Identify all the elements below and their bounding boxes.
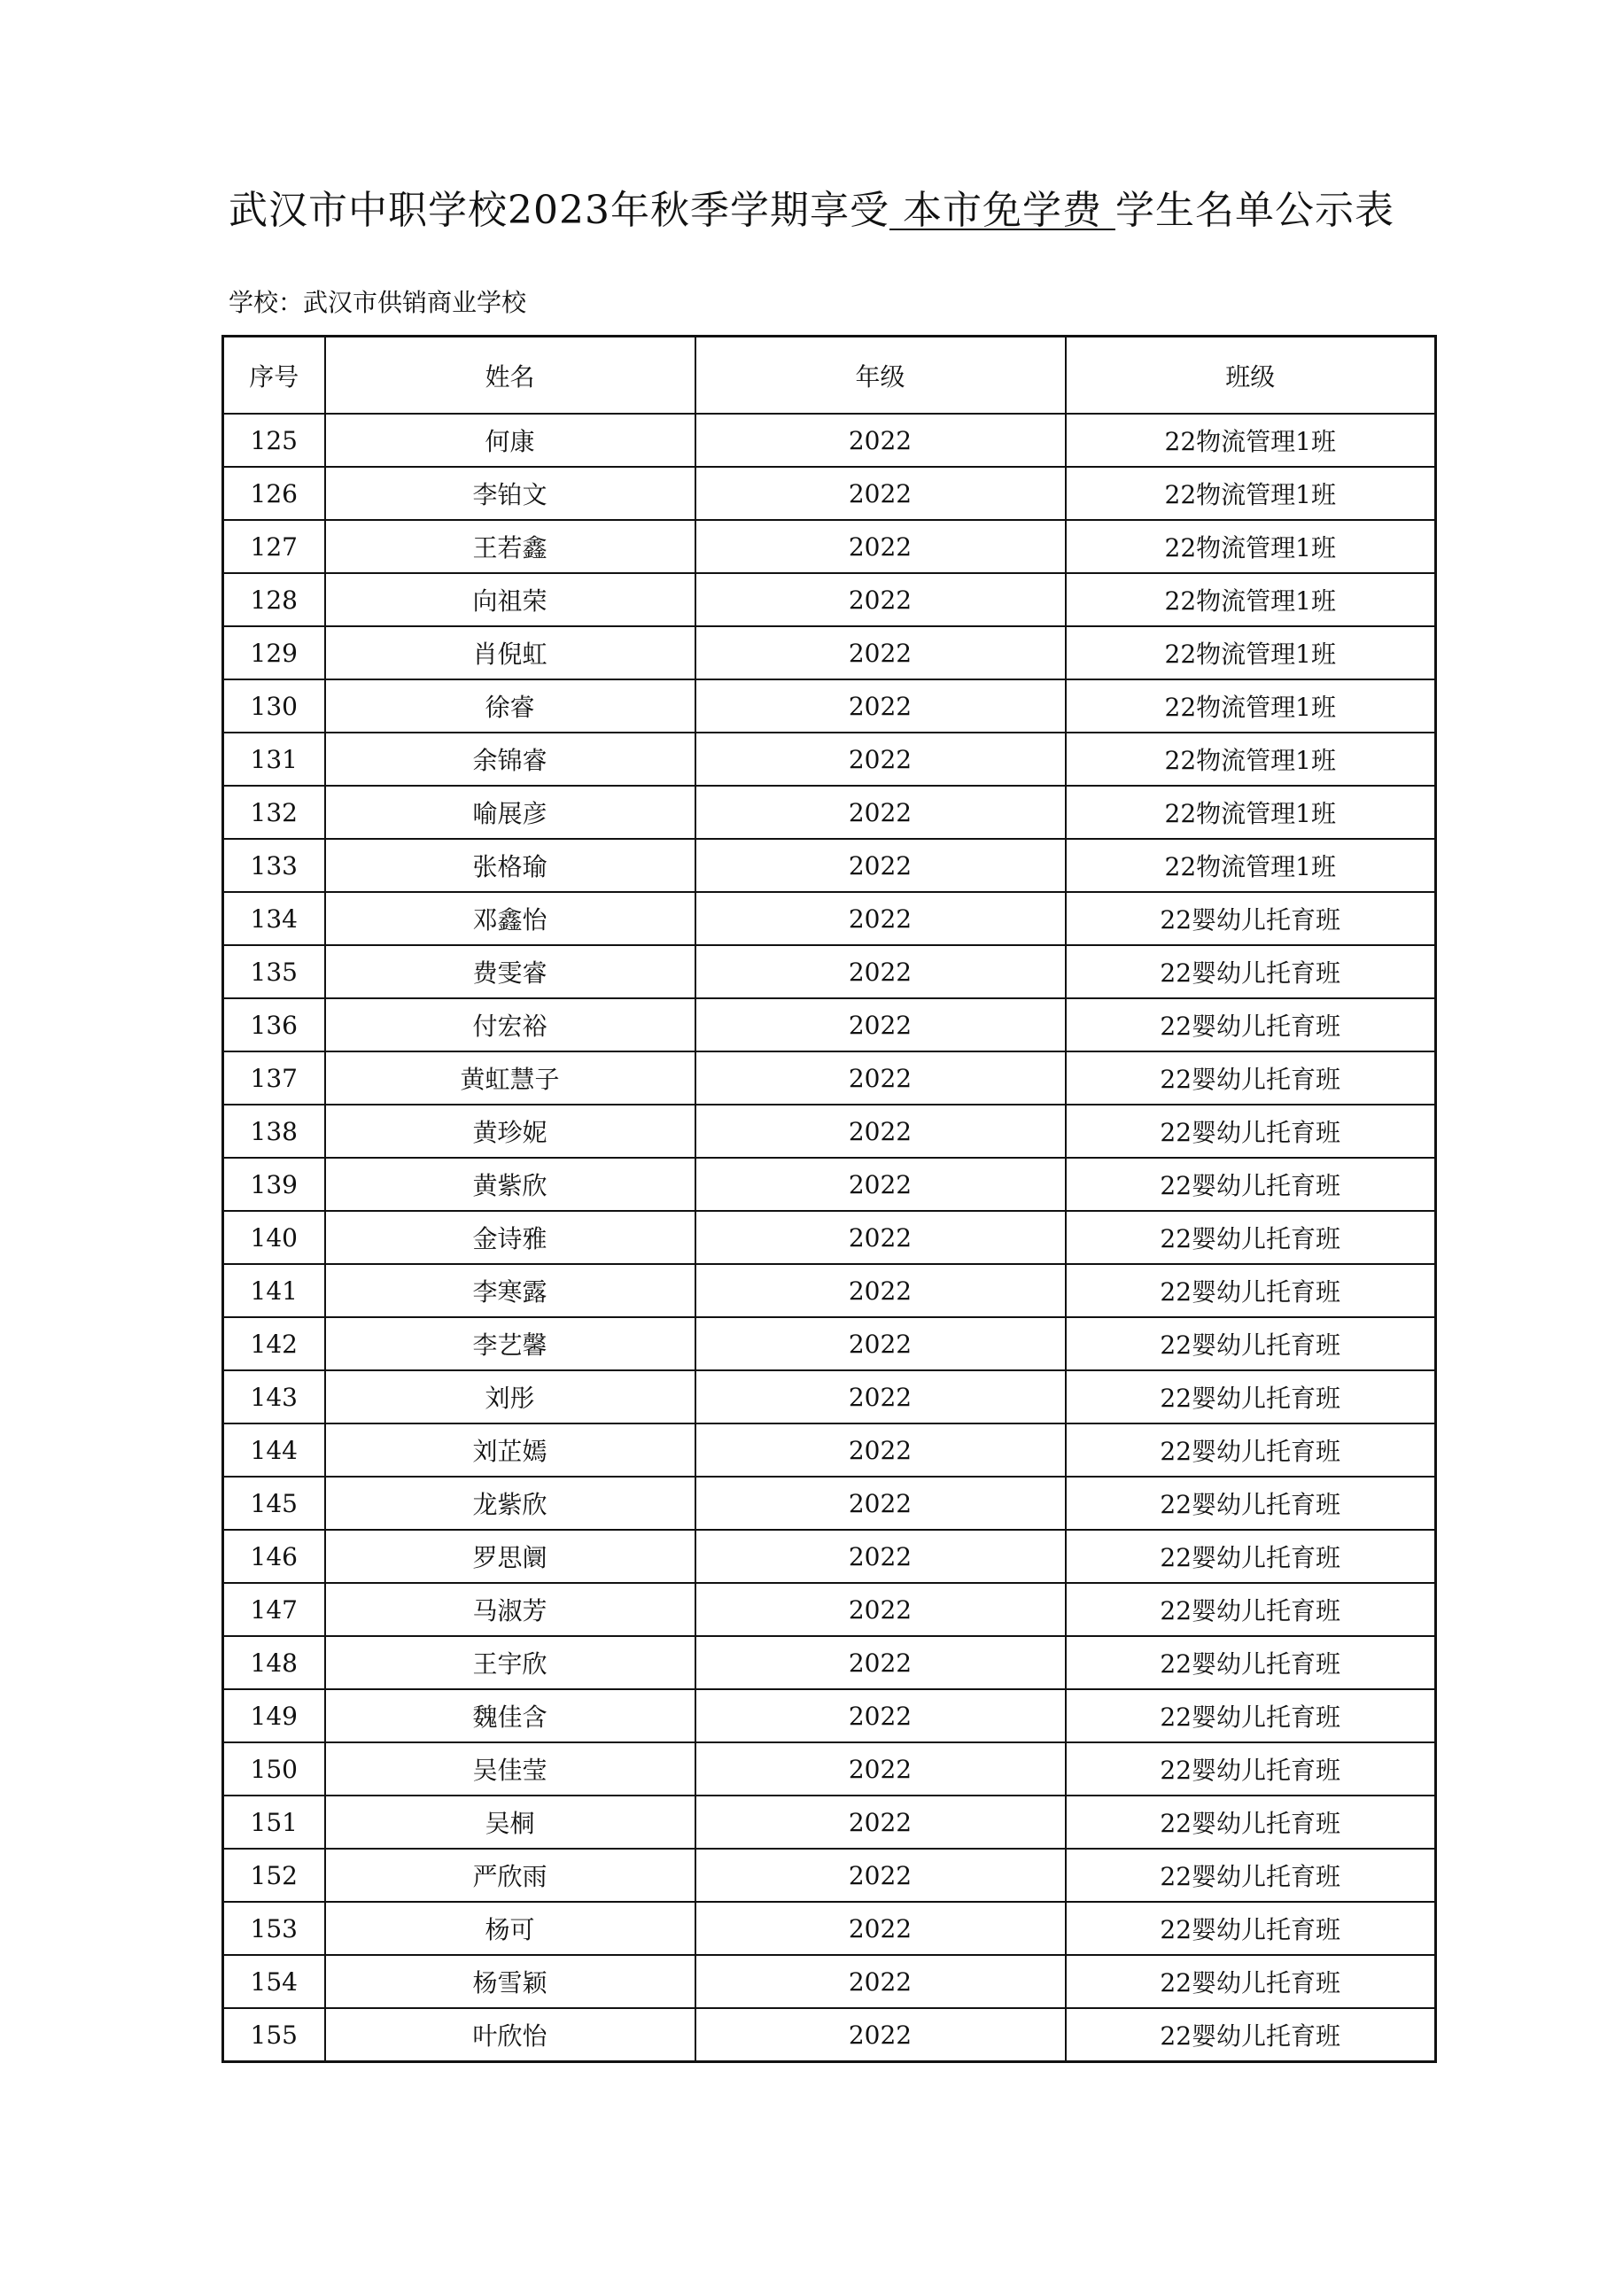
serial-cell: 125 xyxy=(223,414,325,467)
table-row xyxy=(223,626,1436,679)
name-cell: 余锦睿 xyxy=(325,733,695,786)
grade-cell: 2022 xyxy=(695,1955,1066,2008)
class-cell: 22物流管理1班 xyxy=(1066,467,1436,520)
table-row xyxy=(223,998,1436,1051)
student-table xyxy=(221,335,1437,2063)
serial-cell: 148 xyxy=(223,1636,325,1689)
name-cell: 肖倪虹 xyxy=(325,626,695,679)
name-cell: 费雯睿 xyxy=(325,945,695,998)
name-cell: 李铂文 xyxy=(325,467,695,520)
table-row xyxy=(223,1264,1436,1317)
serial-cell: 136 xyxy=(223,998,325,1051)
serial-cell: 152 xyxy=(223,1849,325,1902)
serial-cell: 149 xyxy=(223,1689,325,1742)
table-row xyxy=(223,679,1436,733)
name-cell: 马淑芳 xyxy=(325,1583,695,1636)
grade-cell: 2022 xyxy=(695,1530,1066,1583)
name-cell: 吴桐 xyxy=(325,1796,695,1849)
class-cell: 22婴幼儿托育班 xyxy=(1066,998,1436,1051)
class-cell: 22婴幼儿托育班 xyxy=(1066,1742,1436,1796)
grade-cell: 2022 xyxy=(695,1636,1066,1689)
class-cell: 22物流管理1班 xyxy=(1066,520,1436,573)
serial-cell: 147 xyxy=(223,1583,325,1636)
title-prefix: 武汉市中职学校2023年秋季学期享受 xyxy=(229,188,889,233)
serial-cell: 153 xyxy=(223,1902,325,1955)
grade-cell: 2022 xyxy=(695,1583,1066,1636)
serial-cell: 155 xyxy=(223,2008,325,2062)
table-row xyxy=(223,1530,1436,1583)
table-body xyxy=(223,414,1436,2062)
serial-cell: 145 xyxy=(223,1477,325,1530)
serial-cell: 141 xyxy=(223,1264,325,1317)
title-underlined-term: 本市免学费 xyxy=(889,188,1115,233)
grade-cell: 2022 xyxy=(695,2008,1066,2062)
class-cell: 22婴幼儿托育班 xyxy=(1066,1051,1436,1105)
header-class: 班级 xyxy=(1066,337,1436,415)
serial-cell: 130 xyxy=(223,679,325,733)
serial-cell: 127 xyxy=(223,520,325,573)
grade-cell: 2022 xyxy=(695,626,1066,679)
class-cell: 22婴幼儿托育班 xyxy=(1066,1530,1436,1583)
name-cell: 魏佳含 xyxy=(325,1689,695,1742)
class-cell: 22婴幼儿托育班 xyxy=(1066,1211,1436,1264)
name-cell: 叶欣怡 xyxy=(325,2008,695,2062)
name-cell: 黄虹慧子 xyxy=(325,1051,695,1105)
grade-cell: 2022 xyxy=(695,520,1066,573)
serial-cell: 138 xyxy=(223,1105,325,1158)
table-row xyxy=(223,1477,1436,1530)
class-cell: 22物流管理1班 xyxy=(1066,573,1436,626)
table-row xyxy=(223,1051,1436,1105)
grade-cell: 2022 xyxy=(695,1370,1066,1423)
name-cell: 张格瑜 xyxy=(325,839,695,892)
class-cell: 22婴幼儿托育班 xyxy=(1066,1796,1436,1849)
school-name: 武汉市供销商业学校 xyxy=(303,288,527,317)
table-row xyxy=(223,414,1436,467)
name-cell: 李寒露 xyxy=(325,1264,695,1317)
class-cell: 22婴幼儿托育班 xyxy=(1066,1689,1436,1742)
table-row xyxy=(223,1796,1436,1849)
grade-cell: 2022 xyxy=(695,786,1066,839)
table-header-row xyxy=(223,337,1436,415)
grade-cell: 2022 xyxy=(695,467,1066,520)
school-line xyxy=(229,285,526,321)
name-cell: 邓鑫怡 xyxy=(325,892,695,945)
class-cell: 22婴幼儿托育班 xyxy=(1066,1264,1436,1317)
grade-cell: 2022 xyxy=(695,1051,1066,1105)
name-cell: 杨可 xyxy=(325,1902,695,1955)
name-cell: 何康 xyxy=(325,414,695,467)
grade-cell: 2022 xyxy=(695,414,1066,467)
grade-cell: 2022 xyxy=(695,1689,1066,1742)
serial-cell: 150 xyxy=(223,1742,325,1796)
name-cell: 王若鑫 xyxy=(325,520,695,573)
class-cell: 22婴幼儿托育班 xyxy=(1066,892,1436,945)
name-cell: 向祖荣 xyxy=(325,573,695,626)
table-row xyxy=(223,1902,1436,1955)
name-cell: 吴佳莹 xyxy=(325,1742,695,1796)
grade-cell: 2022 xyxy=(695,573,1066,626)
class-cell: 22婴幼儿托育班 xyxy=(1066,2008,1436,2062)
table-row xyxy=(223,1423,1436,1477)
class-cell: 22婴幼儿托育班 xyxy=(1066,1583,1436,1636)
class-cell: 22婴幼儿托育班 xyxy=(1066,1955,1436,2008)
name-cell: 黄珍妮 xyxy=(325,1105,695,1158)
grade-cell: 2022 xyxy=(695,1849,1066,1902)
serial-cell: 126 xyxy=(223,467,325,520)
serial-cell: 131 xyxy=(223,733,325,786)
grade-cell: 2022 xyxy=(695,1158,1066,1211)
grade-cell: 2022 xyxy=(695,679,1066,733)
class-cell: 22婴幼儿托育班 xyxy=(1066,945,1436,998)
grade-cell: 2022 xyxy=(695,1477,1066,1530)
class-cell: 22物流管理1班 xyxy=(1066,839,1436,892)
class-cell: 22物流管理1班 xyxy=(1066,626,1436,679)
class-cell: 22婴幼儿托育班 xyxy=(1066,1849,1436,1902)
table-row xyxy=(223,1370,1436,1423)
class-cell: 22物流管理1班 xyxy=(1066,414,1436,467)
class-cell: 22物流管理1班 xyxy=(1066,679,1436,733)
serial-cell: 129 xyxy=(223,626,325,679)
serial-cell: 151 xyxy=(223,1796,325,1849)
class-cell: 22物流管理1班 xyxy=(1066,786,1436,839)
table-row xyxy=(223,520,1436,573)
table-row xyxy=(223,1317,1436,1370)
serial-cell: 143 xyxy=(223,1370,325,1423)
grade-cell: 2022 xyxy=(695,1902,1066,1955)
class-cell: 22婴幼儿托育班 xyxy=(1066,1902,1436,1955)
table-row xyxy=(223,2008,1436,2062)
grade-cell: 2022 xyxy=(695,1105,1066,1158)
grade-cell: 2022 xyxy=(695,1211,1066,1264)
page-title xyxy=(0,184,1623,237)
table-row xyxy=(223,1689,1436,1742)
title-suffix: 学生名单公示表 xyxy=(1114,188,1394,233)
serial-cell: 144 xyxy=(223,1423,325,1477)
header-name: 姓名 xyxy=(325,337,695,415)
header-grade: 年级 xyxy=(695,337,1066,415)
school-label: 学校： xyxy=(229,288,304,317)
name-cell: 徐睿 xyxy=(325,679,695,733)
table-row xyxy=(223,1636,1436,1689)
name-cell: 龙紫欣 xyxy=(325,1477,695,1530)
class-cell: 22婴幼儿托育班 xyxy=(1066,1158,1436,1211)
grade-cell: 2022 xyxy=(695,998,1066,1051)
table-row xyxy=(223,1158,1436,1211)
grade-cell: 2022 xyxy=(695,1742,1066,1796)
class-cell: 22婴幼儿托育班 xyxy=(1066,1477,1436,1530)
class-cell: 22婴幼儿托育班 xyxy=(1066,1423,1436,1477)
table-row xyxy=(223,945,1436,998)
serial-cell: 135 xyxy=(223,945,325,998)
serial-cell: 133 xyxy=(223,839,325,892)
class-cell: 22婴幼儿托育班 xyxy=(1066,1317,1436,1370)
table-row xyxy=(223,1105,1436,1158)
name-cell: 李艺馨 xyxy=(325,1317,695,1370)
grade-cell: 2022 xyxy=(695,839,1066,892)
table-row xyxy=(223,733,1436,786)
table-row xyxy=(223,1742,1436,1796)
table-row xyxy=(223,1211,1436,1264)
name-cell: 喻展彦 xyxy=(325,786,695,839)
serial-cell: 137 xyxy=(223,1051,325,1105)
name-cell: 罗思阛 xyxy=(325,1530,695,1583)
serial-cell: 142 xyxy=(223,1317,325,1370)
name-cell: 杨雪颖 xyxy=(325,1955,695,2008)
name-cell: 付宏裕 xyxy=(325,998,695,1051)
table-row xyxy=(223,573,1436,626)
table-row xyxy=(223,467,1436,520)
serial-cell: 132 xyxy=(223,786,325,839)
serial-cell: 134 xyxy=(223,892,325,945)
name-cell: 黄紫欣 xyxy=(325,1158,695,1211)
name-cell: 金诗雅 xyxy=(325,1211,695,1264)
serial-cell: 154 xyxy=(223,1955,325,2008)
name-cell: 刘彤 xyxy=(325,1370,695,1423)
grade-cell: 2022 xyxy=(695,892,1066,945)
table-row xyxy=(223,1955,1436,2008)
table-row xyxy=(223,839,1436,892)
grade-cell: 2022 xyxy=(695,945,1066,998)
name-cell: 刘芷嫣 xyxy=(325,1423,695,1477)
class-cell: 22婴幼儿托育班 xyxy=(1066,1370,1436,1423)
grade-cell: 2022 xyxy=(695,1796,1066,1849)
grade-cell: 2022 xyxy=(695,1423,1066,1477)
name-cell: 严欣雨 xyxy=(325,1849,695,1902)
class-cell: 22物流管理1班 xyxy=(1066,733,1436,786)
serial-cell: 128 xyxy=(223,573,325,626)
serial-cell: 140 xyxy=(223,1211,325,1264)
serial-cell: 139 xyxy=(223,1158,325,1211)
table-row xyxy=(223,1583,1436,1636)
table-row xyxy=(223,1849,1436,1902)
serial-cell: 146 xyxy=(223,1530,325,1583)
grade-cell: 2022 xyxy=(695,1317,1066,1370)
grade-cell: 2022 xyxy=(695,733,1066,786)
name-cell: 王宇欣 xyxy=(325,1636,695,1689)
table-row xyxy=(223,892,1436,945)
class-cell: 22婴幼儿托育班 xyxy=(1066,1105,1436,1158)
grade-cell: 2022 xyxy=(695,1264,1066,1317)
header-serial: 序号 xyxy=(223,337,325,415)
class-cell: 22婴幼儿托育班 xyxy=(1066,1636,1436,1689)
table-row xyxy=(223,786,1436,839)
